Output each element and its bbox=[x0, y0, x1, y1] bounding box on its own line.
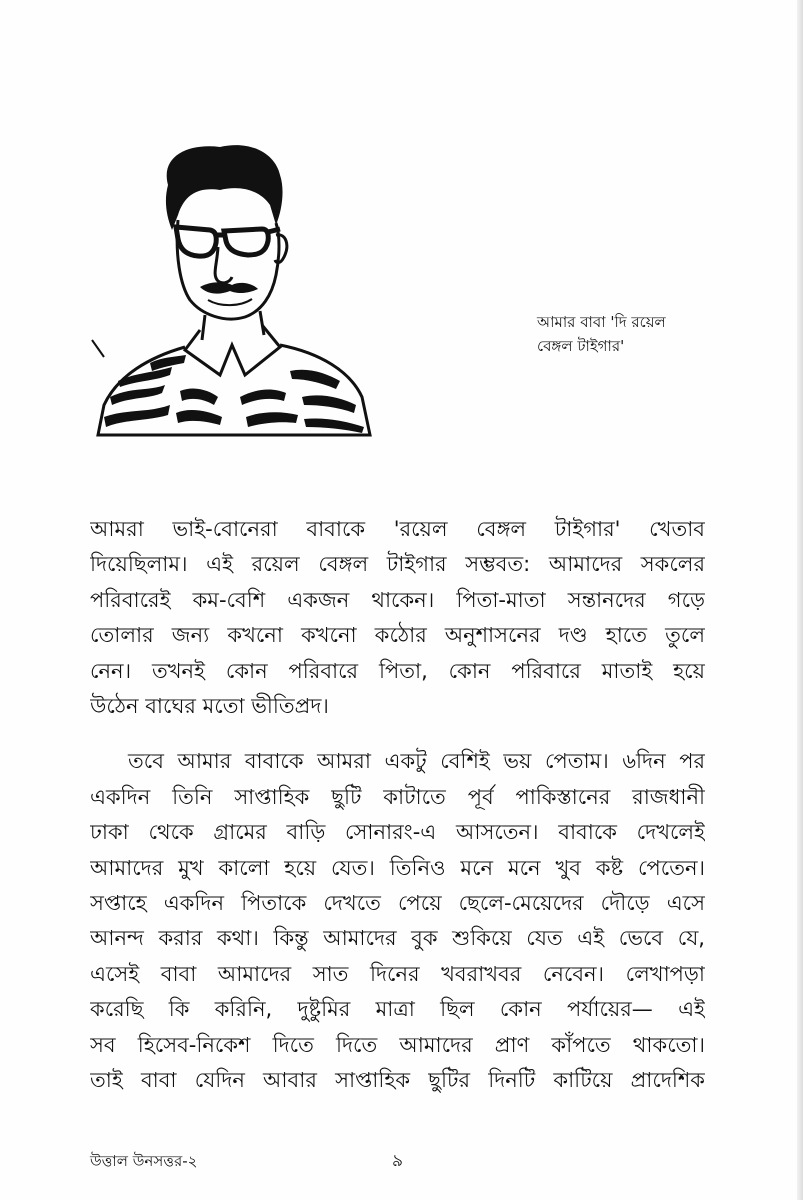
caption-line-2: বেঙ্গল টাইগার' bbox=[537, 337, 625, 355]
paragraph-2 bbox=[90, 744, 705, 1098]
portrait-caption bbox=[537, 310, 737, 358]
text-line: তোলার জন্য কখনো কখনো কঠোর অনুশাসনের দণ্ড হাতে তুলে bbox=[90, 623, 705, 648]
text-line: সব হিসেব-নিকেশ দিতে দিতে আমাদের প্রাণ কাঁপতে থাকতো। bbox=[90, 1032, 705, 1057]
text-line: আমাদের মুখ কালো হয়ে যেত। তিনিও মনে মনে খুব কষ্ট পেতেন। bbox=[90, 855, 705, 880]
running-footer-title: উত্তাল উনসত্তর-২ bbox=[90, 1152, 198, 1170]
text-line: দিয়েছিলাম। এই রয়েল বেঙ্গল টাইগার সম্ভবত: আমাদের সকলের bbox=[90, 552, 705, 577]
paragraph-1 bbox=[90, 512, 705, 724]
shirt-stripes bbox=[104, 355, 364, 433]
portrait-collar bbox=[185, 325, 280, 375]
text-line: উঠেন বাঘের মতো ভীতিপ্রদ। bbox=[90, 694, 329, 719]
text-line: সপ্তাহে একদিন পিতাকে দেখতে পেয়ে ছেলে-মেয়েদের দৌড়ে এসে bbox=[90, 891, 705, 916]
text-line: ঢাকা থেকে গ্রামের বাড়ি সোনারং-এ আসতেন। বাবাকে দেখলেই bbox=[90, 820, 705, 845]
text-line: পরিবারেই কম-বেশি একজন থাকেন। পিতা-মাতা সন্তানদের গড়ে bbox=[90, 587, 705, 612]
text-line: তবে আমার বাবাকে আমরা একটু বেশিই ভয় পেতাম। ৬দিন পর bbox=[128, 749, 705, 774]
text-line: তাই বাবা যেদিন আবার সাপ্তাহিক ছুটির দিনটি কাটিয়ে প্রাদেশিক bbox=[90, 1068, 705, 1093]
portrait-hair bbox=[166, 145, 283, 230]
text-line: একদিন তিনি সাপ্তাহিক ছুটি কাটাতে পূর্ব পাকিস্তানের রাজধানী bbox=[90, 784, 705, 809]
caption-line-1: আমার বাবা 'দি রয়েল bbox=[537, 313, 666, 331]
body-text bbox=[90, 512, 705, 1099]
page-edge bbox=[797, 0, 803, 1200]
page-number: ৯ bbox=[392, 1151, 404, 1171]
text-line: করেছি কি করিনি, দুষ্টুমির মাত্রা ছিল কোন পর্যায়ের— এই bbox=[90, 997, 705, 1022]
portrait-moustache bbox=[200, 282, 258, 293]
text-line: আমরা ভাই-বোনেরা বাবাকে 'রয়েল বেঙ্গল টাইগার' খেতাব bbox=[90, 517, 705, 541]
text-line: নেন। তখনই কোন পরিবারে পিতা, কোন পরিবারে মাতাই হয়ে bbox=[90, 658, 705, 683]
portrait-glasses bbox=[176, 227, 280, 256]
portrait-illustration bbox=[90, 135, 380, 450]
text-line: এসেই বাবা আমাদের সাত দিনের খবরাখবর নেবেন। লেখাপড়া bbox=[90, 961, 705, 986]
text-line: আনন্দ করার কথা। কিন্তু আমাদের বুক শুকিয়ে যেত এই ভেবে যে, bbox=[90, 926, 705, 951]
